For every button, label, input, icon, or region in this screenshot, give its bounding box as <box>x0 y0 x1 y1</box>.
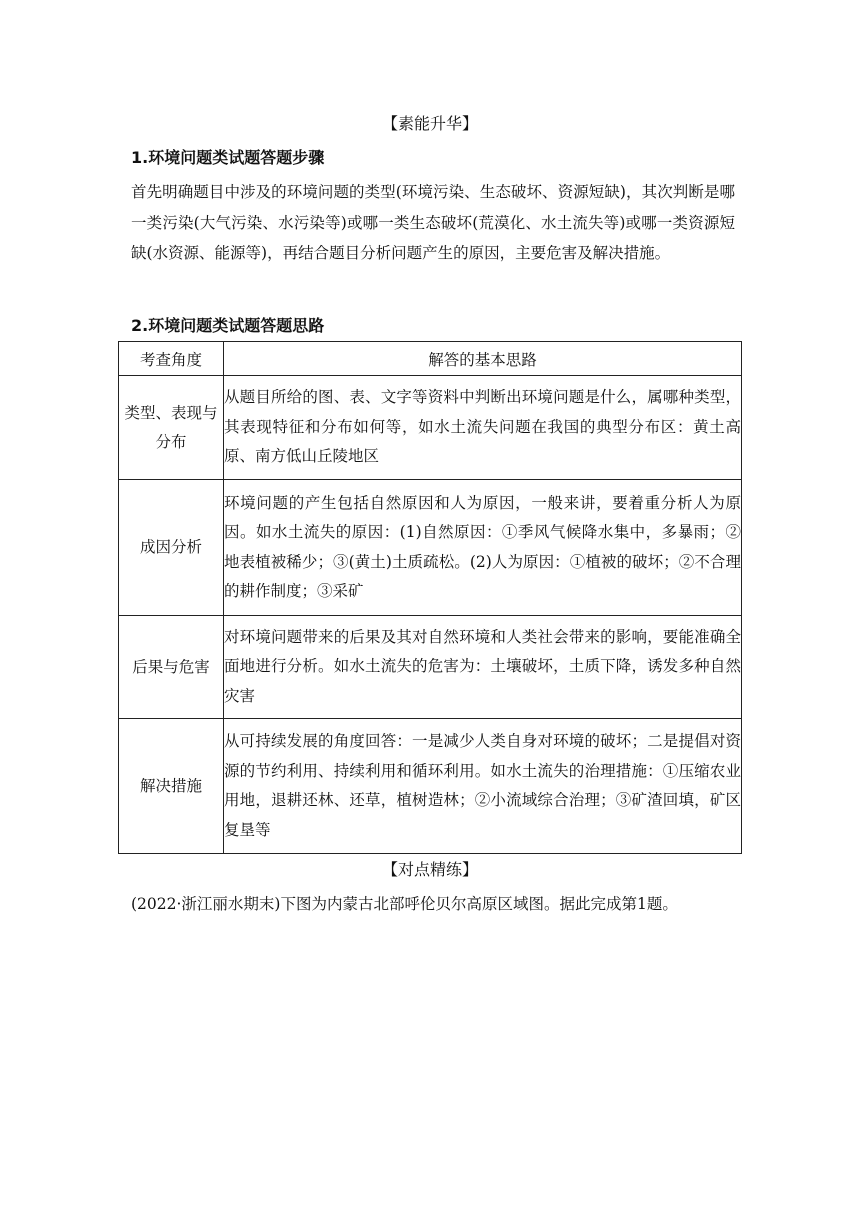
table-row <box>119 719 742 854</box>
angle-cell: 解决措施 <box>119 719 224 854</box>
practice-intro: (2022·浙江丽水期末)下图为内蒙古北部呼伦贝尔高原区域图。据此完成第1题。 <box>131 895 678 913</box>
table-row <box>119 616 742 719</box>
section2-heading: 2.环境问题类试题答题思路 <box>131 316 325 335</box>
column-header-idea: 解答的基本思路 <box>224 342 742 376</box>
answer-guide-table <box>118 341 742 854</box>
upgrade-title: 【素能升华】 <box>381 114 478 133</box>
practice-title: 【对点精练】 <box>381 860 478 879</box>
section1-heading: 1.环境问题类试题答题步骤 <box>131 148 325 167</box>
table-header-row <box>119 342 742 376</box>
angle-cell: 后果与危害 <box>119 616 224 719</box>
idea-cell: 从题目所给的图、表、文字等资料中判断出环境问题是什么，属哪种类型，其表现特征和分布如何等，如水土流失问题在我国的典型分布区：黄土高原、南方低山丘陵地区 <box>224 376 742 480</box>
table-row <box>119 376 742 480</box>
table-row <box>119 480 742 616</box>
angle-cell: 成因分析 <box>119 480 224 616</box>
idea-cell: 从可持续发展的角度回答：一是减少人类自身对环境的破坏；二是提倡对资源的节约利用、持续利用和循环利用。如水土流失的治理措施：①压缩农业用地，退耕还林、还草，植树造林；②小流域综合治理；③矿渣回填，矿区复垦等 <box>224 719 742 854</box>
idea-cell: 对环境问题带来的后果及其对自然环境和人类社会带来的影响，要能准确全面地进行分析。如水土流失的危害为：土壤破坏，土质下降，诱发多种自然灾害 <box>224 616 742 719</box>
angle-cell: 类型、表现与分布 <box>119 376 224 480</box>
column-header-angle: 考查角度 <box>119 342 224 376</box>
section1-paragraph: 首先明确题目中涉及的环境问题的类型(环境污染、生态破坏、资源短缺)，其次判断是哪一类污染(大气污染、水污染等)或哪一类生态破坏(荒漠化、水土流失等)或哪一类资源短缺(水资源、能源等)，再结合题目分析问题产生的原因，主要危害及解决措施。 <box>131 183 735 262</box>
idea-cell: 环境问题的产生包括自然原因和人为原因，一般来讲，要着重分析人为原因。如水土流失的原因：(1)自然原因：①季风气候降水集中，多暴雨；②地表植被稀少；③(黄土)土质疏松。(2)人为原因：①植被的破坏；②不合理的耕作制度；③采矿 <box>224 480 742 616</box>
